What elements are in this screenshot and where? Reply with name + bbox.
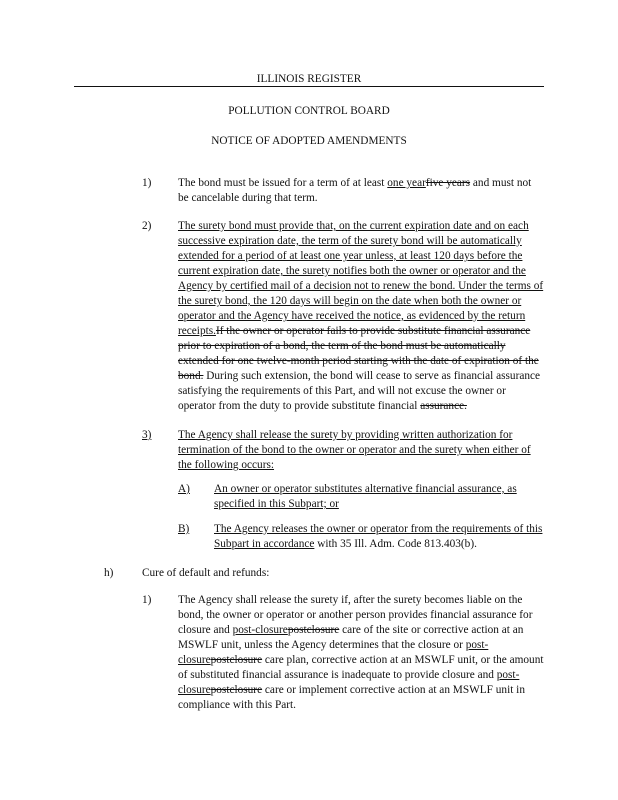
inserted-text: post-closure <box>178 669 520 696</box>
paragraph-label: B) <box>178 523 190 535</box>
text-run: Cure of default and refunds: <box>142 567 270 579</box>
paragraph-text <box>214 522 544 552</box>
paragraph-text <box>178 176 544 206</box>
paragraph-label: h) <box>104 567 114 579</box>
paragraph-text <box>178 593 544 713</box>
paragraph-text <box>178 219 544 414</box>
notice-title: NOTICE OF ADOPTED AMENDMENTS <box>211 135 407 147</box>
deleted-text: postclosure <box>210 684 263 696</box>
text-run: During such extension, the bond will cease to serve as financial assurance satisfying the requirements of this Part, and will not excuse the owner or operator from the duty to provide substitute financial <box>178 370 541 412</box>
text-run: with 35 Ill. Adm. Code 813.403(b). <box>314 538 477 550</box>
inserted-text: An owner or operator substitutes alternative financial assurance, as specified in this Subpart; or <box>214 483 517 510</box>
paragraph-label: A) <box>178 483 190 495</box>
register-title: ILLINOIS REGISTER <box>256 73 362 85</box>
board-title: POLLUTION CONTROL BOARD <box>228 105 390 117</box>
inserted-text: one year <box>387 177 426 189</box>
text-run: The Agency shall release the surety if, after the surety becomes liable on the bond, the owner or operator or another person provides financial assurance for closure and <box>178 594 533 636</box>
paragraph-label: 2) <box>142 220 152 232</box>
text-run: care plan, corrective action at an MSWLF unit, or the amount of substituted financial assurance is inadequate to provide closure and <box>178 654 544 681</box>
paragraph-label: 3) <box>142 429 152 441</box>
text-run: care of the site or corrective action at an MSWLF unit, unless the Agency determines that the closure or <box>178 624 524 651</box>
inserted-text: post-closure <box>232 624 288 636</box>
paragraph-text <box>178 428 544 473</box>
inserted-text: The Agency releases the owner or operator from the requirements of this Subpart in accordance <box>214 523 543 550</box>
paragraph-label: 1) <box>142 594 152 606</box>
text-run: care or implement corrective action at an MSWLF unit in compliance with this Part. <box>178 684 525 711</box>
text-run: The bond must be issued for a term of at least <box>178 177 388 189</box>
header-rule <box>74 86 544 87</box>
text-run: and must not be cancelable during that term. <box>178 177 532 204</box>
inserted-text: The surety bond must provide that, on the current expiration date and on each successive expiration date, the term of the surety bond will be automatically extended for a period of at least one year unless, at least 120 days before the current expiration date, the surety notifies both the owner or operator and the Agency by certified mail of a decision not to renew the bond. Under the terms of the surety bond, the 120 days will begin on the date when both the owner or operator and the Agency have received the notice, as evidenced by the return receipts. <box>178 220 544 337</box>
deleted-text: postclosure <box>287 624 340 636</box>
deleted-text: five years <box>425 177 471 189</box>
deleted-text: If the owner or operator fails to provide substitute financial assurance prior to expiration of a bond, the term of the bond must be automatically extended for one twelve-month period starting with the date of expiration of the bond. <box>178 325 539 382</box>
inserted-text: post-closure <box>178 639 489 666</box>
inserted-text: The Agency shall release the surety by providing written authorization for termination of the bond to the owner or operator and the surety when either of the following occurs: <box>178 429 531 471</box>
deleted-text: postclosure <box>210 654 263 666</box>
paragraph-text <box>214 482 544 512</box>
paragraph-text <box>142 566 544 581</box>
paragraph-label: 1) <box>142 177 152 189</box>
deleted-text: assurance. <box>420 400 467 412</box>
